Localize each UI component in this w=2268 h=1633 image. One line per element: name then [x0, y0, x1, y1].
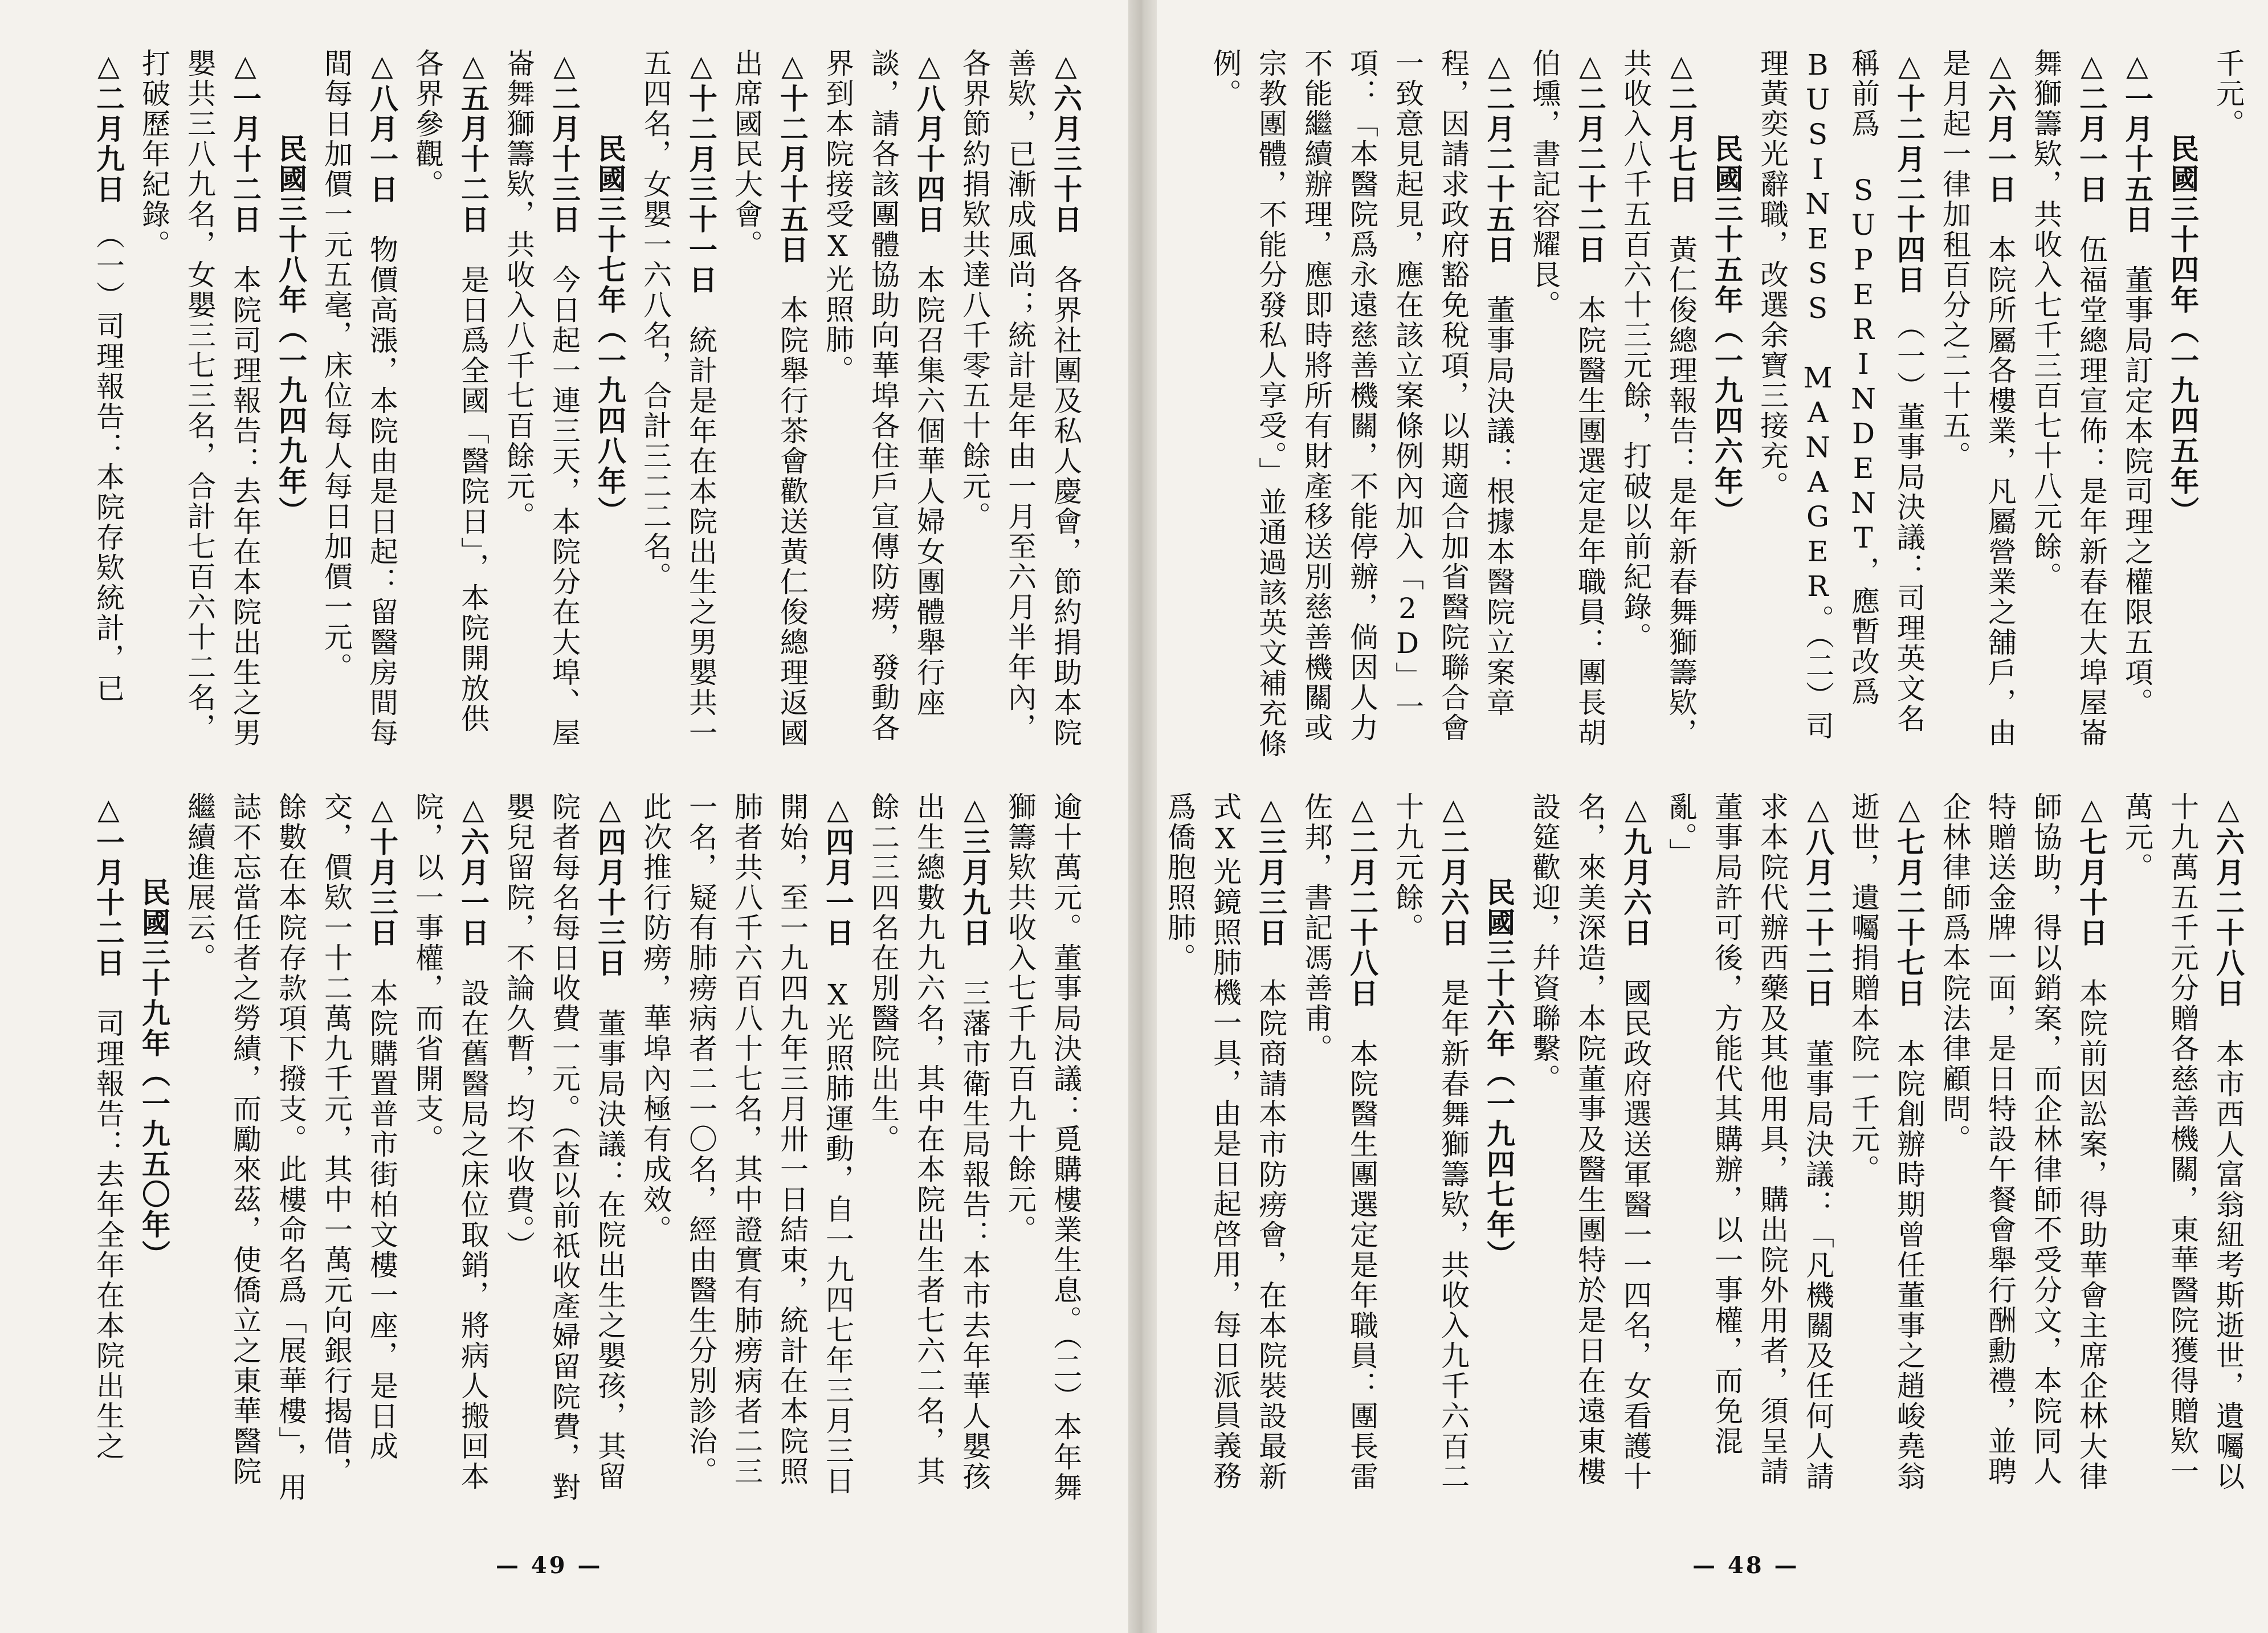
- entry-text: 統計是年在本院出生之男嬰共一五四名，女嬰一六八名，合計三二二名。: [639, 48, 717, 748]
- chronicle-entry: [952, 48, 1088, 761]
- entry-date: △六月二十八日: [2212, 792, 2245, 1009]
- right-page-top-section: [1197, 48, 2251, 761]
- entry-text: 伍福堂總理宣佈：是年新春在大埠屋崙舞獅籌欵，共收入七千三百七十八元餘。: [2029, 48, 2108, 748]
- page-number: — 48 —: [1692, 1552, 1800, 1579]
- entry-text: 本院醫生團選定是年職員：團長雷佐邦，書記馮善甫。: [1300, 792, 1378, 1492]
- entry-date: △二月二十八日: [1345, 792, 1379, 1009]
- entry-text: 是日爲全國「醫院日」，本院開放供各界參觀。: [411, 48, 490, 734]
- entry-text: 本院醫生團選定是年職員：團長胡伯壎，書記容耀艮。: [1528, 48, 1606, 748]
- chronicle-entry: [724, 48, 815, 761]
- entry-date: △八月十四日: [912, 48, 946, 235]
- entry-date: △六月一日: [456, 792, 490, 948]
- entry-text: X光照肺運動，自一九四七年三月三日開始，至一九四九年三月卅一日結束，統計在本院照肺者共八千六百八十七名，其中證實有肺痨病者二三一名，疑有肺痨病者二一〇名，經由醫生分別診治。此次推行防痨，華埠內極有成效。: [639, 792, 854, 1496]
- entry-date: △一月十五日: [2120, 48, 2154, 235]
- chronicle-entry: [405, 48, 496, 761]
- page-48: [1157, 0, 2268, 1633]
- entry-text: 各界社團及私人慶會，節約捐助本院善欵，已漸成風尚；統計是年由一月至六月半年內，各界節約捐欵共達八千零五十餘元。: [958, 48, 1082, 748]
- entry-date: △一月十二日: [92, 792, 125, 978]
- entry-text: 本市西人富翁紐考斯逝世，遺囑以十九萬五千元分贈各慈善機關，東華醫院獲得贈欵一萬元。: [2120, 792, 2245, 1492]
- page-number: — 49 —: [496, 1552, 603, 1579]
- entry-date: △二月二十五日: [1482, 48, 1516, 265]
- entry-date: △八月二十二日: [1801, 792, 1835, 1009]
- entry-date: △二月二十二日: [1573, 48, 1607, 265]
- book-gutter: [1128, 0, 1157, 1633]
- chronicle-entry: [2023, 48, 2114, 761]
- chronicle-entry: [496, 48, 587, 761]
- chronicle-entry: [1841, 792, 1932, 1504]
- chronicle-entry: [496, 792, 633, 1504]
- entry-text: 本院創辦時期曾任董事之趙峻堯翁逝世，遺囑捐贈本院一千元。: [1847, 792, 1926, 1492]
- year-heading: 民國三十八年（一九四九年）: [274, 134, 308, 526]
- entry-date: △六月三十日: [1049, 48, 1083, 235]
- entry-text: 本院前因訟案，得助華會主席企林大律師協助，得以銷案，而企林律師不受分文，本院同人特贈送金牌一面，是日特設午餐會舉行酬勳禮，並聘企林律師爲本院法律顧問。: [1938, 792, 2108, 1492]
- chronicle-entry: [1521, 792, 1658, 1504]
- chronicle-entry: [1932, 792, 2114, 1504]
- year-heading: 民國三十四年（一九四五年）: [2166, 134, 2200, 526]
- entry-text: 董事局決議：「凡機關及任何人請求本院代辦西藥及其他用具，購出院外用者，須呈請董事局許可後，方能代其購辦，以一事權，而免混亂。」: [1665, 792, 1834, 1492]
- chronicle-entry: [1749, 48, 1932, 761]
- entry-text: 本院所屬各樓業，凡屬營業之舖戶，由是月起一律加租百分之二十五。: [1938, 48, 2017, 748]
- year-heading: 民國三十五年（一九四六年）: [1710, 134, 1744, 526]
- entry-date: △七月二十七日: [1892, 792, 1926, 1009]
- entry-date: △二月七日: [1665, 48, 1698, 205]
- chronicle-entry: [1521, 48, 1613, 761]
- entry-date: △二月一日: [2075, 48, 2108, 205]
- entry-text: 董事局決議：根據本醫院立案章程，因請求政府豁免稅項，以期適合加省醫院聯合會一致意見起見，應在該立案條例內加入「2D」一項：「本醫院爲永遠慈善機關，不能停辦，倘因人力不能繼續辦理，應即時將所有財產移送別慈善機關或宗教團體，不能分發私人享受。」並通過該英文補充條例。: [1209, 48, 1515, 759]
- entry-date: △二月十三日: [548, 48, 581, 235]
- entry-date: △二月九日: [92, 48, 125, 205]
- left-page-top-section: [40, 48, 1088, 761]
- entry-date: △十月三日: [365, 792, 399, 948]
- chronicle-entry: [85, 792, 131, 1504]
- entry-date: △四月一日: [821, 792, 855, 948]
- entry-date: △一月十二日: [229, 48, 262, 235]
- entry-text: 今日起一連三天，本院分在大埠、屋崙舞獅籌欵，共收入八千七百餘元。: [502, 48, 581, 748]
- entry-date: △六月一日: [1984, 48, 2017, 205]
- entry-date: △三月三日: [1254, 792, 1288, 948]
- entry-date: △八月一日: [365, 48, 399, 205]
- right-page-bottom-section: [1163, 792, 2251, 1504]
- entry-text: 董事局決議：在院出生之嬰孩，其留院者每名每日收費一元。（查以前祇收產婦留院費，對嬰兒留院，不論久暫，均不收費。）: [502, 792, 626, 1503]
- chronicle-entry: [633, 792, 860, 1504]
- entry-text: 是年新春舞獅籌欵，共收入九千六百二十九元餘。: [1391, 792, 1470, 1492]
- chronicle-entry: [131, 48, 268, 761]
- left-page-bottom-section: [40, 792, 1088, 1504]
- entry-text: 三藩市衛生局報告：本市去年華人嬰孩出生總數九九六名，其中在本院出生者七六二名，其餘二三四名在別醫院出生。: [867, 792, 991, 1492]
- entry-continuation: 逾十萬元。董事局決議：覓購樓業生息。（二）本年舞獅籌欵共收入七千九百九十餘元。: [1004, 792, 1082, 1503]
- entry-text: 本院購置普市街柏文樓一座，是日成交，價欵一十二萬九千元，其中一萬元向銀行揭借，餘數在本院存款項下撥支。此樓命名爲「展華樓」，用誌不忘當任者之勞績，而勵來茲，使僑立之東華醫院繼續進展云。: [183, 792, 398, 1503]
- chronicle-entry: [815, 48, 952, 761]
- year-heading: 民國三十六年（一九四七年）: [1482, 877, 1516, 1270]
- chronicle-entry: [1202, 48, 1521, 761]
- entry-text: 本院商請本市防痨會，在本院裝設最新式X光鏡照肺機一具，由是日起啓用，每日派員義務爲僑胞照肺。: [1163, 792, 1287, 1492]
- entry-text: 國民政府選送軍醫一一四名，女看護十名，來美深造，本院董事及醫生團特於是日在遠東樓設筵歡迎，幷資聯繫。: [1528, 792, 1652, 1492]
- entry-date: △七月十日: [2075, 792, 2108, 948]
- chronicle-entry: [313, 48, 405, 761]
- chronicle-entry: [1294, 792, 1385, 1504]
- chronicle-entry: [177, 792, 405, 1504]
- entry-date: △五月十二日: [456, 48, 490, 235]
- entry-text: 本院舉行茶會歡送黃仁俊總理返國出席國民大會。: [730, 48, 809, 748]
- chronicle-entry: [1932, 48, 2023, 761]
- entry-text: 董事局訂定本院司理之權限五項。: [2120, 235, 2153, 718]
- entry-date: △九月六日: [1619, 792, 1653, 948]
- chronicle-entry: [860, 792, 997, 1504]
- chronicle-entry: [1658, 792, 1841, 1504]
- entry-date: △十二月十五日: [776, 48, 809, 265]
- entry-continuation: 千元。: [2212, 48, 2245, 139]
- year-heading: 民國三十七年（一九四八年）: [593, 134, 627, 526]
- entry-text: 物價高漲，本院由是日起：留醫房間每間每日加價一元五毫，床位每人每日加價一元。: [320, 48, 398, 748]
- entry-text: 黃仁俊總理報告：是年新春舞獅籌欵，共收入八千五百六十三元餘，打破以前紀錄。: [1619, 48, 1698, 748]
- chronicle-entry: [405, 792, 496, 1504]
- entry-date: △三月九日: [958, 792, 992, 948]
- chronicle-entry: [2114, 792, 2251, 1504]
- entry-text: （一）董事局決議：司理英文名稱前爲 SUPERINDENT，應暫改爲 BUSINESS MANAGER。（二）司理黃奕光辭職，改選余寶三接充。: [1756, 48, 1926, 741]
- entry-text: 設在舊醫局之床位取銷，將病人搬回本院，以一事權，而省開支。: [411, 792, 490, 1492]
- year-heading: 民國三十九年（一九五〇年）: [137, 877, 171, 1270]
- page-49: [0, 0, 1128, 1633]
- entry-date: △四月十三日: [593, 792, 627, 978]
- chronicle-entry: [1385, 792, 1476, 1504]
- chronicle-entry: [1157, 792, 1294, 1504]
- chronicle-entry: [1613, 48, 1704, 761]
- entry-date: △十二月二十四日: [1892, 48, 1926, 295]
- chronicle-entry: [2114, 48, 2160, 761]
- entry-date: △十二月三十一日: [684, 48, 718, 295]
- entry-text: 本院司理報告：去年在本院出生之男嬰共三八九名，女嬰三七三名，合計七百六十二名，打破歷年紀錄。: [137, 48, 262, 748]
- chronicle-entry: [85, 48, 131, 761]
- chronicle-entry: [633, 48, 724, 761]
- entry-date: △二月六日: [1437, 792, 1470, 948]
- entry-text: （一）司理報告：本院存欵統計，已: [92, 205, 125, 704]
- entry-text: 司理報告：去年全年在本院出生之: [92, 978, 125, 1461]
- entry-text: 本院召集六個華人婦女團體舉行座談，請各該團體協助向華埠各住戶宣傳防痨，發動各界到本院接受X光照肺。: [821, 48, 945, 743]
